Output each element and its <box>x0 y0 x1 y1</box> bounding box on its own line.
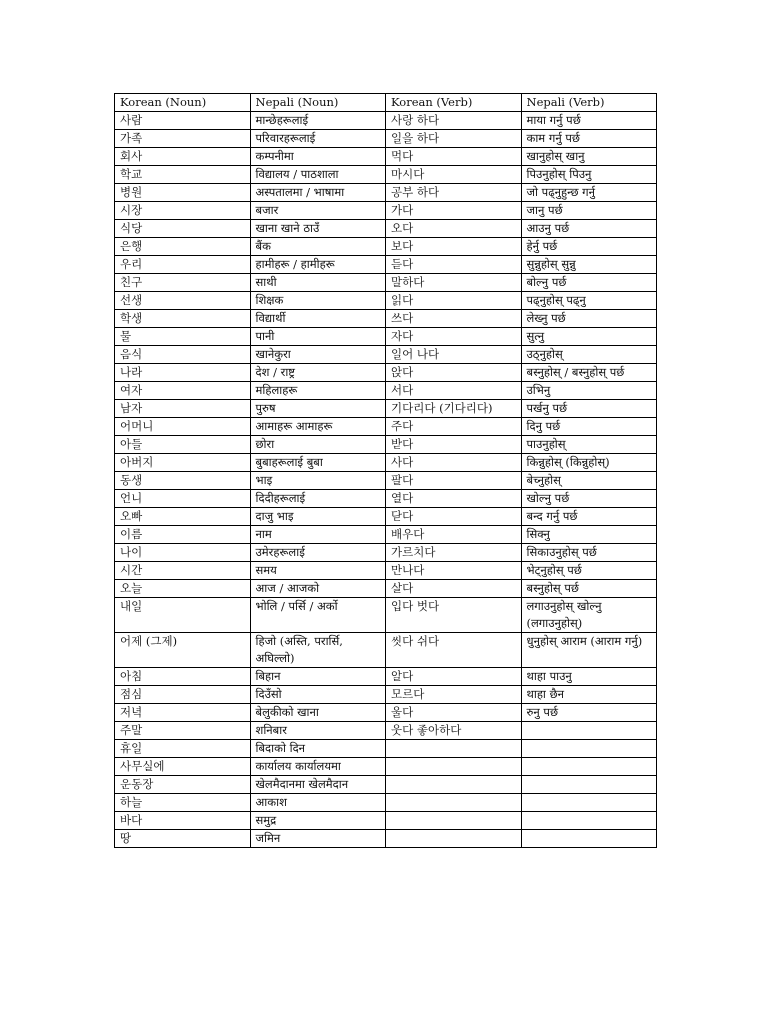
korean-verb-cell: 모르다 <box>386 686 522 704</box>
table-row <box>115 508 657 526</box>
nepali-noun-cell: साथी <box>250 274 386 292</box>
table-row <box>115 346 657 364</box>
korean-noun-cell: 아버지 <box>115 454 251 472</box>
nepali-noun-cell: दिदीहरूलाई <box>250 490 386 508</box>
nepali-noun-cell: आज / आजको <box>250 580 386 598</box>
korean-verb-cell <box>386 740 522 758</box>
korean-verb-cell: 일을 하다 <box>386 130 522 148</box>
table-row <box>115 562 657 580</box>
nepali-verb-cell: लगाउनुहोस् खोल्नु (लगाउनुहोस्) <box>521 598 657 633</box>
korean-noun-cell: 나이 <box>115 544 251 562</box>
nepali-verb-cell: माया गर्नु पर्छ <box>521 112 657 130</box>
korean-verb-cell: 씻다 쉬다 <box>386 633 522 668</box>
korean-noun-cell: 아들 <box>115 436 251 454</box>
korean-verb-cell: 열다 <box>386 490 522 508</box>
nepali-verb-cell: पिउनुहोस् पिउनु <box>521 166 657 184</box>
table-row <box>115 740 657 758</box>
table-row <box>115 633 657 668</box>
korean-verb-cell: 일어 나다 <box>386 346 522 364</box>
nepali-noun-cell: अस्पतालमा / भाषामा <box>250 184 386 202</box>
korean-verb-cell: 사다 <box>386 454 522 472</box>
table-row <box>115 704 657 722</box>
nepali-noun-cell: खानेकुरा <box>250 346 386 364</box>
korean-noun-cell: 이름 <box>115 526 251 544</box>
korean-noun-cell: 사무실에 <box>115 758 251 776</box>
nepali-noun-cell: कार्यालय कार्यालयमा <box>250 758 386 776</box>
korean-noun-cell: 주말 <box>115 722 251 740</box>
korean-noun-cell: 물 <box>115 328 251 346</box>
nepali-noun-cell: दाजु भाइ <box>250 508 386 526</box>
korean-verb-cell: 입다 벗다 <box>386 598 522 633</box>
korean-verb-cell: 알다 <box>386 668 522 686</box>
korean-verb-cell: 서다 <box>386 382 522 400</box>
korean-noun-cell: 선생 <box>115 292 251 310</box>
korean-noun-cell: 시간 <box>115 562 251 580</box>
korean-noun-cell: 점심 <box>115 686 251 704</box>
nepali-verb-cell <box>521 722 657 740</box>
table-row <box>115 436 657 454</box>
korean-noun-cell: 사람 <box>115 112 251 130</box>
nepali-noun-cell: मान्छेहरूलाई <box>250 112 386 130</box>
table-row <box>115 544 657 562</box>
korean-verb-cell: 가르치다 <box>386 544 522 562</box>
nepali-noun-cell: बजार <box>250 202 386 220</box>
table-row <box>115 310 657 328</box>
korean-verb-cell <box>386 758 522 776</box>
korean-verb-cell: 닫다 <box>386 508 522 526</box>
nepali-verb-cell: दिनु पर्छ <box>521 418 657 436</box>
korean-verb-cell: 보다 <box>386 238 522 256</box>
korean-noun-cell: 가족 <box>115 130 251 148</box>
korean-noun-cell: 학생 <box>115 310 251 328</box>
nepali-noun-cell: हामीहरू / हामीहरू <box>250 256 386 274</box>
header-nepali-noun: Nepali (Noun) <box>250 94 386 112</box>
table-row <box>115 668 657 686</box>
korean-noun-cell: 학교 <box>115 166 251 184</box>
nepali-verb-cell <box>521 776 657 794</box>
korean-verb-cell: 기다리다 (기다리다) <box>386 400 522 418</box>
nepali-noun-cell: महिलाहरू <box>250 382 386 400</box>
korean-verb-cell <box>386 794 522 812</box>
table-row <box>115 598 657 633</box>
nepali-noun-cell: दिउँसो <box>250 686 386 704</box>
korean-verb-cell: 가다 <box>386 202 522 220</box>
nepali-noun-cell: बुबाहरूलाई बुबा <box>250 454 386 472</box>
korean-noun-cell: 운동장 <box>115 776 251 794</box>
korean-verb-cell: 먹다 <box>386 148 522 166</box>
korean-noun-cell: 어제 (그제) <box>115 633 251 668</box>
table-row <box>115 472 657 490</box>
table-row <box>115 812 657 830</box>
nepali-verb-cell: काम गर्नु पर्छ <box>521 130 657 148</box>
nepali-verb-cell: पढ्नुहोस् पढ्नु <box>521 292 657 310</box>
nepali-verb-cell <box>521 830 657 848</box>
nepali-verb-cell: खानुहोस् खानु <box>521 148 657 166</box>
korean-verb-cell: 사랑 하다 <box>386 112 522 130</box>
korean-noun-cell: 여자 <box>115 382 251 400</box>
table-row <box>115 256 657 274</box>
nepali-noun-cell: आमाहरू आमाहरू <box>250 418 386 436</box>
table-row <box>115 364 657 382</box>
nepali-verb-cell: बस्नुहोस् पर्छ <box>521 580 657 598</box>
korean-noun-cell: 은행 <box>115 238 251 256</box>
nepali-noun-cell: देश / राष्ट्र <box>250 364 386 382</box>
nepali-verb-cell: पाउनुहोस् <box>521 436 657 454</box>
nepali-verb-cell: बेच्नुहोस् <box>521 472 657 490</box>
nepali-verb-cell: धुनुहोस् आराम (आराम गर्नु) <box>521 633 657 668</box>
nepali-verb-cell: हेर्नु पर्छ <box>521 238 657 256</box>
nepali-noun-cell: बिहान <box>250 668 386 686</box>
table-row <box>115 112 657 130</box>
korean-noun-cell: 어머니 <box>115 418 251 436</box>
korean-noun-cell: 오빠 <box>115 508 251 526</box>
korean-verb-cell: 공부 하다 <box>386 184 522 202</box>
korean-verb-cell: 자다 <box>386 328 522 346</box>
korean-verb-cell: 주다 <box>386 418 522 436</box>
korean-noun-cell: 우리 <box>115 256 251 274</box>
korean-verb-cell: 마시다 <box>386 166 522 184</box>
nepali-noun-cell: बैंक <box>250 238 386 256</box>
table-row <box>115 794 657 812</box>
nepali-noun-cell: बिदाको दिन <box>250 740 386 758</box>
korean-verb-cell <box>386 776 522 794</box>
table-row <box>115 220 657 238</box>
table-row <box>115 400 657 418</box>
table-row <box>115 686 657 704</box>
nepali-verb-cell: रुनु पर्छ <box>521 704 657 722</box>
nepali-verb-cell: सुत्नु <box>521 328 657 346</box>
table-row <box>115 274 657 292</box>
vocabulary-table <box>114 93 657 848</box>
nepali-noun-cell: परिवारहरूलाई <box>250 130 386 148</box>
table-row <box>115 454 657 472</box>
nepali-noun-cell: विद्यालय / पाठशाला <box>250 166 386 184</box>
nepali-noun-cell: समुद्र <box>250 812 386 830</box>
nepali-verb-cell: बन्द गर्नु पर्छ <box>521 508 657 526</box>
nepali-noun-cell: पानी <box>250 328 386 346</box>
korean-verb-cell: 받다 <box>386 436 522 454</box>
nepali-noun-cell: पुरुष <box>250 400 386 418</box>
nepali-noun-cell: कम्पनीमा <box>250 148 386 166</box>
nepali-verb-cell: किन्नुहोस् (किन्नुहोस्) <box>521 454 657 472</box>
korean-noun-cell: 시장 <box>115 202 251 220</box>
korean-verb-cell: 듣다 <box>386 256 522 274</box>
korean-verb-cell: 만나다 <box>386 562 522 580</box>
table-row <box>115 776 657 794</box>
header-korean-verb: Korean (Verb) <box>386 94 522 112</box>
nepali-verb-cell: जानु पर्छ <box>521 202 657 220</box>
nepali-verb-cell: खोल्नु पर्छ <box>521 490 657 508</box>
nepali-verb-cell: थाहा छैन <box>521 686 657 704</box>
nepali-verb-cell: पर्खनु पर्छ <box>521 400 657 418</box>
nepali-noun-cell: बेलुकीको खाना <box>250 704 386 722</box>
nepali-noun-cell: छोरा <box>250 436 386 454</box>
header-korean-noun: Korean (Noun) <box>115 94 251 112</box>
table-row <box>115 722 657 740</box>
nepali-verb-cell <box>521 812 657 830</box>
table-row <box>115 418 657 436</box>
nepali-noun-cell: भोलि / पर्सि / अर्को <box>250 598 386 633</box>
korean-noun-cell: 땅 <box>115 830 251 848</box>
korean-noun-cell: 병원 <box>115 184 251 202</box>
table-body <box>115 112 657 848</box>
korean-noun-cell: 회사 <box>115 148 251 166</box>
korean-noun-cell: 언니 <box>115 490 251 508</box>
table-row <box>115 382 657 400</box>
korean-noun-cell: 하늘 <box>115 794 251 812</box>
table-row <box>115 580 657 598</box>
korean-noun-cell: 식당 <box>115 220 251 238</box>
korean-noun-cell: 휴일 <box>115 740 251 758</box>
nepali-verb-cell: सिक्नु <box>521 526 657 544</box>
korean-verb-cell: 앉다 <box>386 364 522 382</box>
table-header-row <box>115 94 657 112</box>
nepali-verb-cell: थाहा पाउनु <box>521 668 657 686</box>
korean-verb-cell <box>386 830 522 848</box>
nepali-verb-cell: जो पढ्नुहुन्छ गर्नु <box>521 184 657 202</box>
header-nepali-verb: Nepali (Verb) <box>521 94 657 112</box>
korean-verb-cell: 울다 <box>386 704 522 722</box>
korean-verb-cell <box>386 812 522 830</box>
korean-verb-cell: 살다 <box>386 580 522 598</box>
table-row <box>115 490 657 508</box>
nepali-noun-cell: उमेरहरूलाई <box>250 544 386 562</box>
nepali-verb-cell: भेट्नुहोस् पर्छ <box>521 562 657 580</box>
nepali-noun-cell: जमिन <box>250 830 386 848</box>
korean-noun-cell: 오늘 <box>115 580 251 598</box>
nepali-verb-cell <box>521 758 657 776</box>
nepali-noun-cell: खाना खाने ठाउँ <box>250 220 386 238</box>
korean-verb-cell: 오다 <box>386 220 522 238</box>
nepali-noun-cell: समय <box>250 562 386 580</box>
table-row <box>115 202 657 220</box>
korean-verb-cell: 팔다 <box>386 472 522 490</box>
korean-verb-cell: 말하다 <box>386 274 522 292</box>
korean-noun-cell: 친구 <box>115 274 251 292</box>
table-row <box>115 148 657 166</box>
nepali-verb-cell <box>521 794 657 812</box>
nepali-verb-cell: आउनु पर्छ <box>521 220 657 238</box>
nepali-noun-cell: आकाश <box>250 794 386 812</box>
nepali-verb-cell: सिकाउनुहोस् पर्छ <box>521 544 657 562</box>
table-row <box>115 184 657 202</box>
table-row <box>115 328 657 346</box>
korean-noun-cell: 동생 <box>115 472 251 490</box>
nepali-noun-cell: शिक्षक <box>250 292 386 310</box>
korean-noun-cell: 바다 <box>115 812 251 830</box>
table-row <box>115 526 657 544</box>
nepali-verb-cell: सुन्नुहोस् सुन्नु <box>521 256 657 274</box>
korean-verb-cell: 읽다 <box>386 292 522 310</box>
table-row <box>115 292 657 310</box>
table-row <box>115 238 657 256</box>
nepali-verb-cell: बस्नुहोस् / बस्नुहोस् पर्छ <box>521 364 657 382</box>
nepali-verb-cell: लेख्नु पर्छ <box>521 310 657 328</box>
nepali-noun-cell: शनिबार <box>250 722 386 740</box>
table-row <box>115 166 657 184</box>
korean-noun-cell: 아침 <box>115 668 251 686</box>
korean-noun-cell: 음식 <box>115 346 251 364</box>
nepali-verb-cell <box>521 740 657 758</box>
table-row <box>115 758 657 776</box>
korean-noun-cell: 남자 <box>115 400 251 418</box>
table-row <box>115 130 657 148</box>
table-row <box>115 830 657 848</box>
korean-verb-cell: 쓰다 <box>386 310 522 328</box>
korean-verb-cell: 웃다 좋아하다 <box>386 722 522 740</box>
korean-noun-cell: 나라 <box>115 364 251 382</box>
korean-noun-cell: 내일 <box>115 598 251 633</box>
nepali-noun-cell: नाम <box>250 526 386 544</box>
nepali-verb-cell: उठ्नुहोस् <box>521 346 657 364</box>
nepali-noun-cell: हिजो (अस्ति, परार्सि, अघिल्लो) <box>250 633 386 668</box>
nepali-noun-cell: खेलमैदानमा खेलमैदान <box>250 776 386 794</box>
nepali-noun-cell: भाइ <box>250 472 386 490</box>
nepali-verb-cell: उभिनु <box>521 382 657 400</box>
korean-noun-cell: 저녁 <box>115 704 251 722</box>
nepali-noun-cell: विद्यार्थी <box>250 310 386 328</box>
nepali-verb-cell: बोल्नु पर्छ <box>521 274 657 292</box>
korean-verb-cell: 배우다 <box>386 526 522 544</box>
